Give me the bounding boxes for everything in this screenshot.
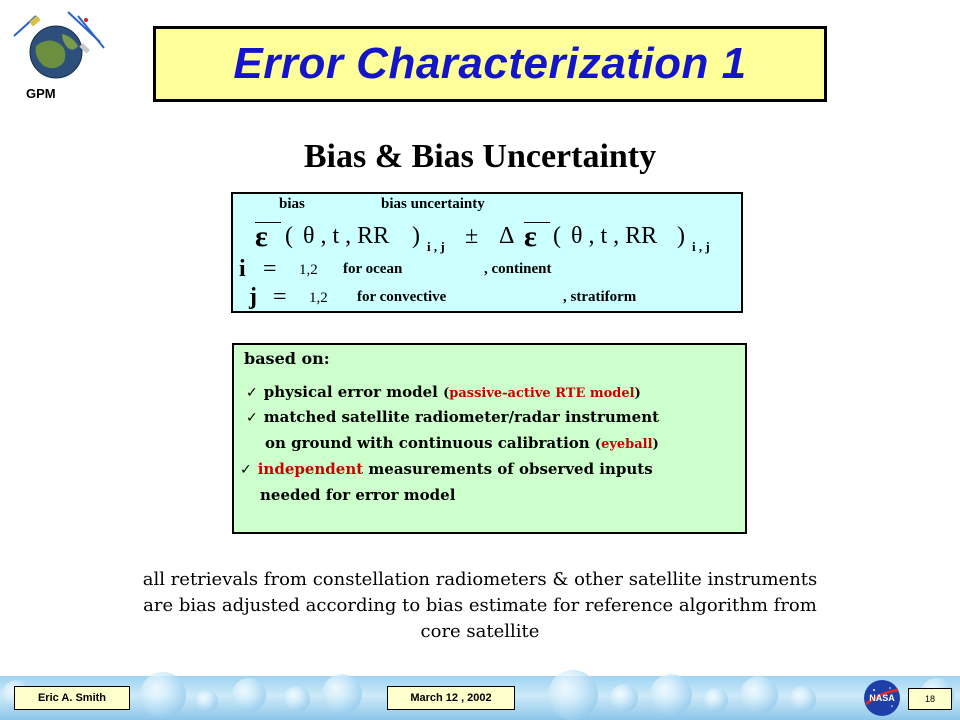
function-args-2: θ , t , RR	[571, 223, 658, 249]
footer-author: Eric A. Smith	[14, 686, 130, 710]
subtitle: Bias & Bias Uncertainty	[303, 138, 657, 175]
item3-red-text: independent	[257, 460, 364, 478]
check-icon: ✓	[246, 385, 258, 401]
bias-uncertainty-label: bias uncertainty	[381, 196, 485, 212]
close-paren-2: )	[677, 223, 685, 249]
close-paren: )	[412, 223, 420, 249]
open-paren-2: (	[553, 223, 561, 249]
gpm-logo-label: GPM	[26, 86, 56, 101]
nasa-logo-icon	[862, 678, 902, 718]
equation-box	[231, 192, 743, 313]
item2-close: )	[652, 437, 659, 452]
summary-line-1: all retrievals from constellation radiometers & other satellite instruments	[142, 569, 818, 590]
summary-line-3: core satellite	[420, 621, 540, 642]
footer-page-number: 18	[908, 688, 952, 710]
function-args: θ , t , RR	[303, 223, 390, 249]
open-paren: (	[285, 223, 293, 249]
check-icon: ✓	[246, 410, 258, 426]
delta-symbol: Δ	[499, 223, 515, 249]
check-icon: ✓	[240, 462, 252, 478]
subscript-ij: i , j	[427, 239, 445, 254]
equals-j: =	[273, 284, 287, 310]
item2-red-text: eyeball	[601, 437, 653, 452]
j-values: 1,2	[309, 290, 328, 306]
item1-text: physical error model	[263, 383, 438, 401]
item-matched-instrument	[246, 408, 659, 426]
item1-close: )	[634, 386, 641, 401]
gpm-globe-logo-icon	[8, 6, 108, 106]
svg-text:NASA: NASA	[869, 693, 895, 703]
item1-open: (	[443, 386, 450, 401]
i-values: 1,2	[299, 262, 318, 278]
plus-minus: ±	[465, 223, 479, 249]
footer-date: March 12 , 2002	[387, 686, 515, 710]
item-physical-model	[246, 383, 641, 401]
epsilon-symbol: ε	[255, 220, 268, 253]
item2-open: (	[594, 437, 602, 452]
index-i: i	[239, 256, 246, 282]
item-matched-instrument-cont	[265, 434, 659, 452]
index-j: j	[249, 284, 257, 310]
item-independent-measurements	[240, 460, 653, 478]
slide-title: Error Characterization 1	[233, 39, 747, 88]
subscript-ij-2: i , j	[692, 239, 710, 254]
item3-line2: needed for error model	[260, 486, 456, 504]
based-on-box	[232, 343, 747, 534]
j-stratiform: , stratiform	[563, 289, 637, 305]
based-on-heading: based on:	[244, 349, 330, 368]
slide-title-box	[153, 26, 827, 102]
summary-paragraph	[60, 567, 900, 645]
item3-text: measurements of observed inputs	[368, 460, 653, 478]
item1-red-text: passive-active RTE model	[449, 386, 635, 401]
bias-label: bias	[279, 196, 305, 212]
i-ocean: for ocean	[343, 261, 403, 277]
summary-line-2: are bias adjusted according to bias estimate for reference algorithm from	[143, 595, 817, 616]
item2-line1: matched satellite radiometer/radar instrument	[263, 408, 660, 426]
epsilon-symbol-2: ε	[524, 220, 537, 253]
j-convective: for convective	[357, 289, 447, 305]
equals-i: =	[263, 256, 277, 282]
item2-line2: on ground with continuous calibration	[265, 434, 590, 452]
i-continent: , continent	[484, 261, 552, 277]
